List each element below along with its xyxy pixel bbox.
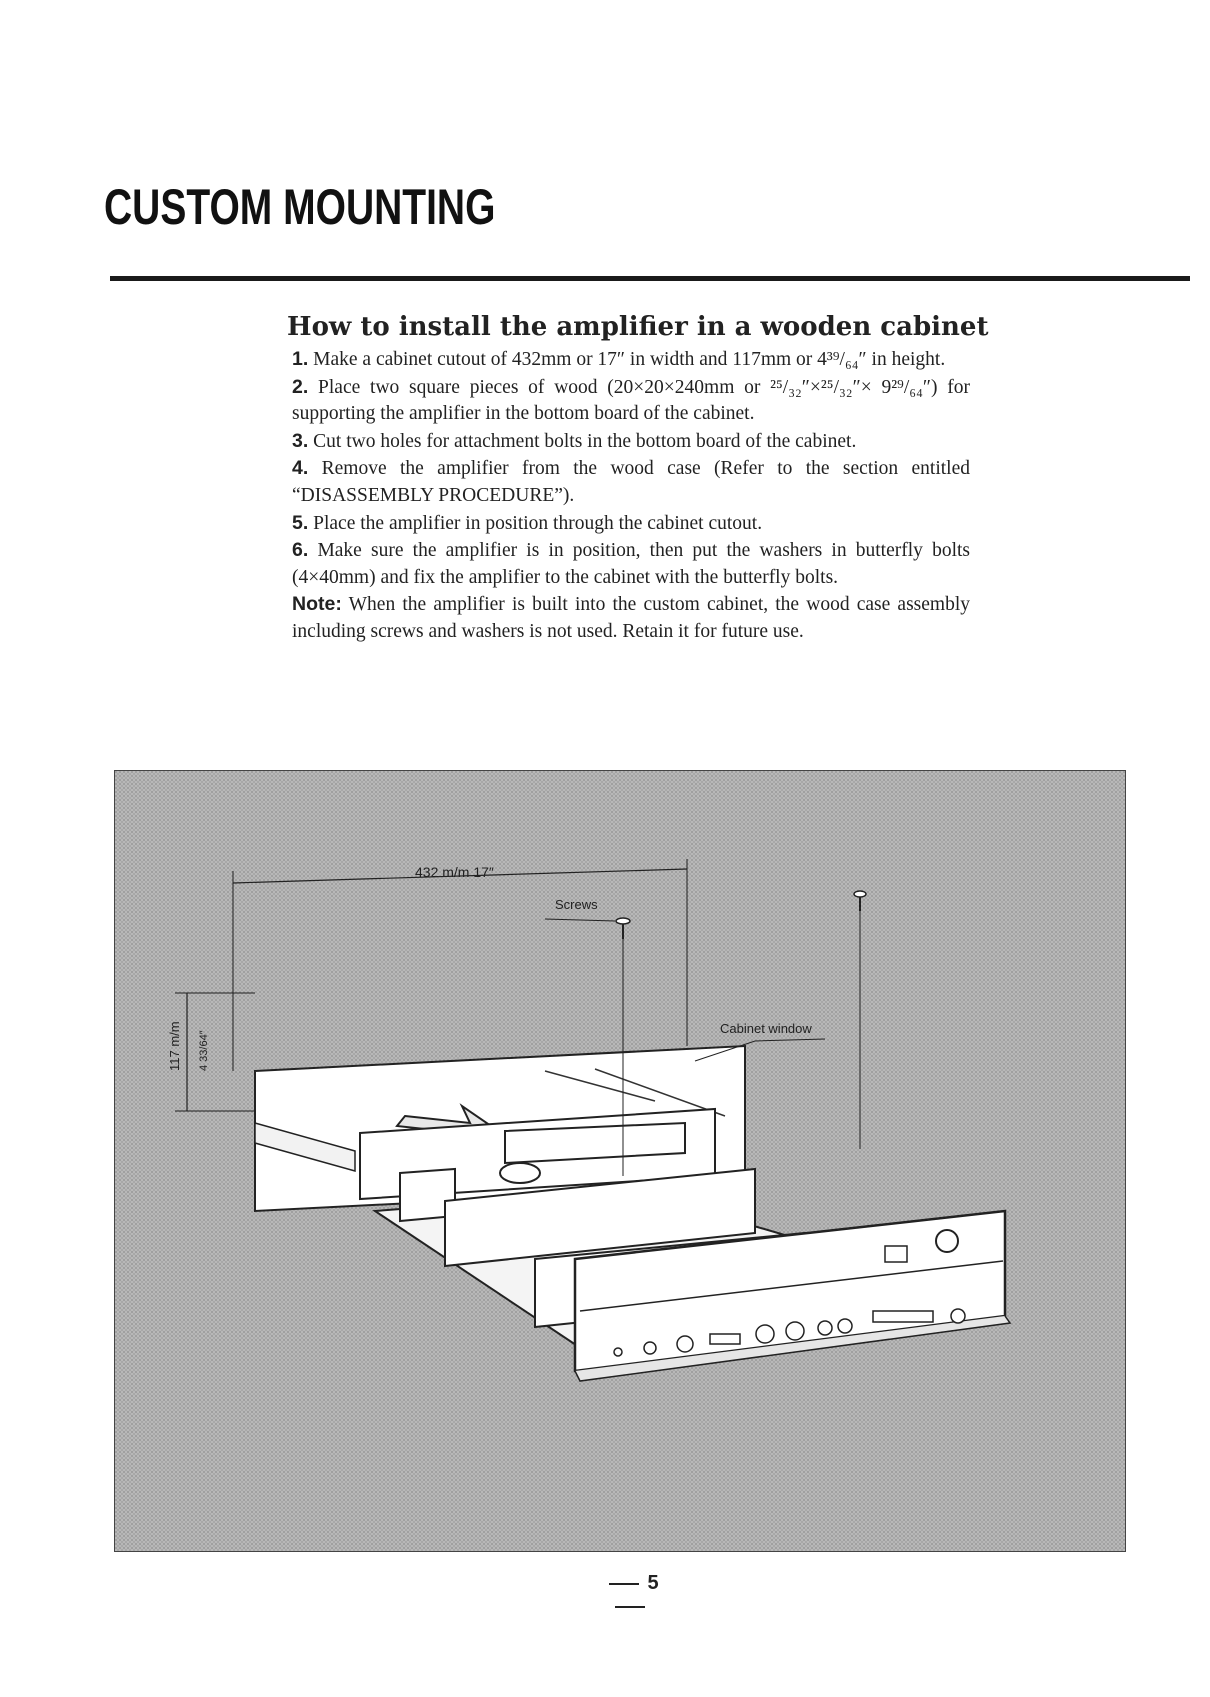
knob-5 bbox=[786, 1322, 804, 1340]
switch-1 bbox=[710, 1334, 740, 1344]
section-heading: How to install the amplifier in a wooden cabinet bbox=[287, 312, 989, 342]
step-3: 3. Cut two holes for attachment bolts in the bottom board of the cabinet. bbox=[292, 429, 857, 452]
knob-1 bbox=[614, 1348, 622, 1356]
height-label-mm: 117 m/m bbox=[167, 1021, 182, 1071]
knob-3 bbox=[677, 1336, 693, 1352]
switch-bank bbox=[873, 1311, 933, 1322]
tuning-knob bbox=[936, 1230, 958, 1252]
installation-figure bbox=[114, 770, 1126, 1552]
step-5: 5. Place the amplifier in position through the cabinet cutout. bbox=[292, 511, 763, 534]
knob-6 bbox=[818, 1321, 832, 1335]
installation-diagram bbox=[115, 771, 1125, 1551]
capacitor bbox=[500, 1163, 540, 1183]
page-title: CUSTOM MOUNTING bbox=[104, 179, 496, 235]
knob-4 bbox=[756, 1325, 774, 1343]
height-label-in: 4 33/64″ bbox=[198, 1030, 210, 1071]
knob-7 bbox=[838, 1319, 852, 1333]
knob-2 bbox=[644, 1342, 656, 1354]
knob-8 bbox=[951, 1309, 965, 1323]
screws-label: Screws bbox=[555, 897, 598, 912]
step-1: 1. Make a cabinet cutout of 432mm or 17″ in width and 117mm or 4³⁹/₆₄″ in height. bbox=[292, 348, 946, 370]
page-number: 5 bbox=[580, 1572, 680, 1618]
note: Note: When the amplifier is built into the custom cabinet, the wood case assembly including screws and washers is not used. Retain it for future use. bbox=[292, 593, 970, 642]
title-rule bbox=[110, 276, 1190, 281]
step-4: 4. Remove the amplifier from the wood case (Refer to the section entitled “DISASSEMBLY PROCEDURE”). bbox=[292, 457, 970, 506]
step-6: 6. Make sure the amplifier is in position, then put the washers in butterfly bolts (4×40mm) and fix the amplifier to the cabinet with the butterfly bolts. bbox=[292, 539, 971, 588]
step-2: 2. Place two square pieces of wood (20×20×240mm or ²⁵/₃₂″×²⁵/₃₂″× 9²⁹/₆₄″) for supporting the amplifier in the bottom board of the cabinet. bbox=[292, 375, 970, 425]
cabinet-window-label: Cabinet window bbox=[720, 1021, 812, 1036]
width-label: 432 m/m 17″ bbox=[415, 864, 494, 880]
instructions bbox=[292, 346, 970, 646]
